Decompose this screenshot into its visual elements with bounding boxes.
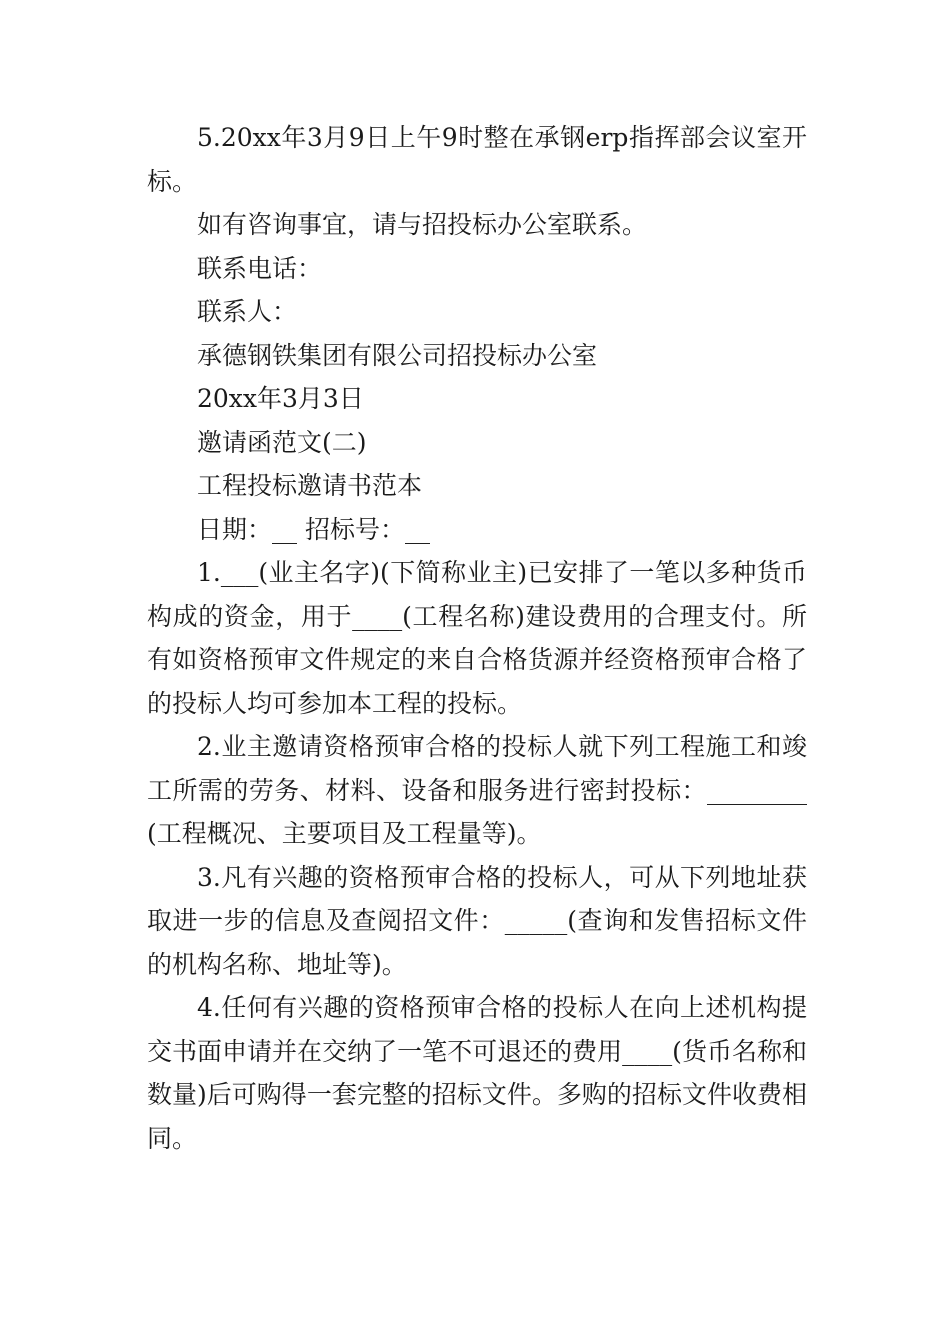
- paragraph-issuer: 承德钢铁集团有限公司招投标办公室: [197, 340, 598, 370]
- document-body: [147, 116, 807, 1160]
- section-title: 邀请函范文(二): [197, 427, 367, 457]
- paragraph-consultation: 如有咨询事宜，请与招投标办公室联系。: [197, 210, 648, 239]
- document-title: 工程投标邀请书范本: [197, 471, 423, 500]
- paragraph-contact-person: 联系人：: [197, 297, 298, 326]
- paragraph-bid-opening: 5.20xx年3月9日上午9时整在承钢erp指挥部会议室开标。: [147, 123, 807, 196]
- paragraph-date: 20xx年3月3日: [197, 384, 364, 413]
- paragraph-item-1: 1.___(业主名字)(下简称业主)已安排了一笔以多种货币构成的资金，用于____(工程名称)建设费用的合理支付。所有如资格预审文件规定的来自合格货源并经资格预审合格了的投标人均可参加本工程的投标。: [147, 558, 807, 718]
- paragraph-item-3: 3.凡有兴趣的资格预审合格的投标人，可从下列地址获取进一步的信息及查阅招文件：_____(查询和发售招标文件的机构名称、地址等)。: [147, 862, 807, 979]
- paragraph-item-2: 2.业主邀请资格预审合格的投标人就下列工程施工和竣工所需的劳务、材料、设备和服务进行密封投标：________(工程概况、主要项目及工程量等)。: [147, 732, 807, 848]
- paragraph-contact-phone: 联系电话：: [197, 253, 323, 283]
- paragraph-item-4: 4.任何有兴趣的资格预审合格的投标人在向上述机构提交书面申请并在交纳了一笔不可退还的费用____(货币名称和数量)后可购得一套完整的招标文件。多购的招标文件收费相同。: [147, 993, 807, 1153]
- date-and-tender-number: 日期：__ 招标号：__: [197, 514, 430, 544]
